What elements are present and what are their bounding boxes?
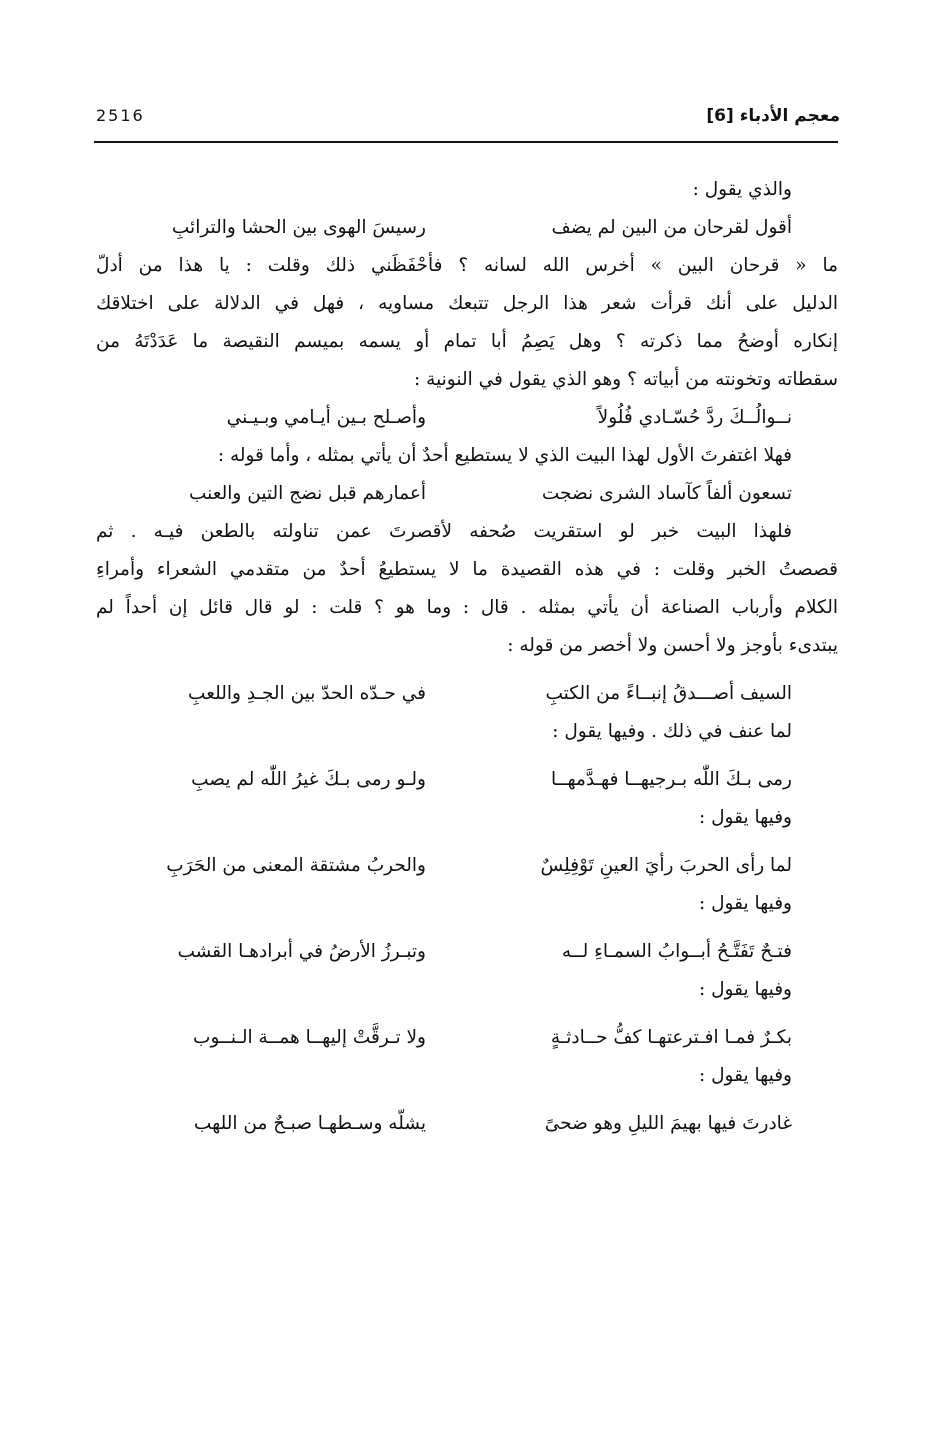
prose-line: يبتدىء بأوجز ولا أحسن ولا أخصر من قوله : (507, 635, 838, 656)
prose-line: ما « قرحان البين » أخرس الله لسانه ؟ فأحْفَظَني ذلك وقلت : يا هذا من أدلّ (96, 255, 838, 276)
prose-line: فهلا اغتفرتَ الأول لهذا البيت الذي لا يستطيع أحدٌ أن يأتي بمثله ، وأما قوله : (217, 445, 792, 466)
header-rule (94, 141, 838, 143)
running-head: معجم الأدباء [6] (706, 106, 840, 126)
verse-first-hemistich: فتـحٌ تَفَتَّـحُ أبــوابُ السمـاءِ لــه (561, 941, 792, 962)
verse-second-hemistich: والحربُ مشتقة المعنى من الحَرَبِ (166, 855, 426, 876)
verse-second-hemistich: وأصـلح بـين أيـامي وبـيـني (226, 407, 426, 428)
verse-first-hemistich: تسعون ألفاً كآساد الشرى نضجت (541, 483, 792, 504)
verse-first-hemistich: أقول لقرحان من البين لم يضف (551, 217, 792, 238)
verse-second-hemistich: ولا تـرقَّتْ إليهــا همــة الـنــوب (193, 1027, 426, 1048)
verse-line (96, 210, 838, 248)
verse-second-hemistich: رسيسَ الهوى بين الحشا والترائبِ (171, 217, 426, 238)
page-number: 2516 (96, 106, 145, 125)
prose-line: الكلام وأرباب الصناعة أن يأتي بمثله . قال : وما هو ؟ قلت : لو قال قائل إن أحداً لم (96, 597, 838, 618)
verse-second-hemistich: وتبـرزُ الأرضُ في أبرادهـا القشب (177, 941, 426, 962)
verse-line (96, 676, 838, 714)
verse-line (96, 934, 838, 972)
verse-line (96, 400, 838, 438)
verse-line (96, 762, 838, 800)
intro-line: وفيها يقول : (698, 1065, 792, 1086)
prose-line: إنكاره أوضحُ مما ذكرته ؟ وهل يَصِمُ أبا تمام أو يسمه بميسم النقيصة ما عَدَدْتَهُ من (96, 331, 838, 352)
verse-line (96, 1020, 838, 1058)
intro-line: وفيها يقول : (698, 807, 792, 828)
text-body (96, 172, 838, 1144)
prose-line: فلهذا البيت خبر لو استقريت صُحفه لأقصرتَ عمن تناولته بالطعن فيـه . ثم (96, 521, 792, 542)
verse-second-hemistich: في حـدّه الحدّ بين الجـدِ واللعبِ (188, 683, 426, 704)
intro-line: وفيها يقول : (698, 893, 792, 914)
intro-line: لما عنف في ذلك . وفيها يقول : (552, 721, 792, 742)
verse-first-hemistich: بكـرٌ فمـا افـترعتهـا كفُّ حــادثـةٍ (550, 1027, 792, 1048)
verse-second-hemistich: يشلّه وسـطهـا صبـحٌ من اللهب (193, 1113, 426, 1134)
verse-line (96, 848, 838, 886)
prose-line: الدليل على أنك قرأت شعر هذا الرجل تتبعك مساويه ، فهل في الدلالة على اختلاقك (96, 293, 838, 314)
verse-first-hemistich: السيف أصـــدقُ إنبــاءً من الكتبِ (545, 683, 792, 704)
verse-first-hemistich: غادرتَ فيها بهيمَ الليلِ وهو ضحىً (544, 1113, 792, 1134)
intro-line: والذي يقول : (692, 179, 792, 200)
prose-line: سقطاته وتخونته من أبياته ؟ وهو الذي يقول في النونية : (414, 369, 838, 390)
verse-first-hemistich: نــوالُــكَ ردَّ حُسّـادي فُلُولاً (597, 407, 792, 428)
intro-line: وفيها يقول : (698, 979, 792, 1000)
verse-second-hemistich: أعمارهم قبل نضج التين والعنب (188, 483, 426, 504)
verse-first-hemistich: رمى بـكَ اللّٰه بـرجيهــا فهـدَّمهــا (551, 769, 792, 790)
verse-line (96, 476, 838, 514)
verse-line (96, 1106, 838, 1144)
verse-second-hemistich: ولـو رمى بـكَ غيرُ اللّٰه لم يصبِ (191, 769, 426, 790)
verse-first-hemistich: لما رأى الحربَ رأيَ العينِ تَوْفِلِسٌ (540, 855, 792, 876)
prose-line: قصصتُ الخبر وقلت : في هذه القصيدة ما لا يستطيعُ أحدٌ من متقدمي الشعراء وأمراءِ (96, 559, 838, 580)
